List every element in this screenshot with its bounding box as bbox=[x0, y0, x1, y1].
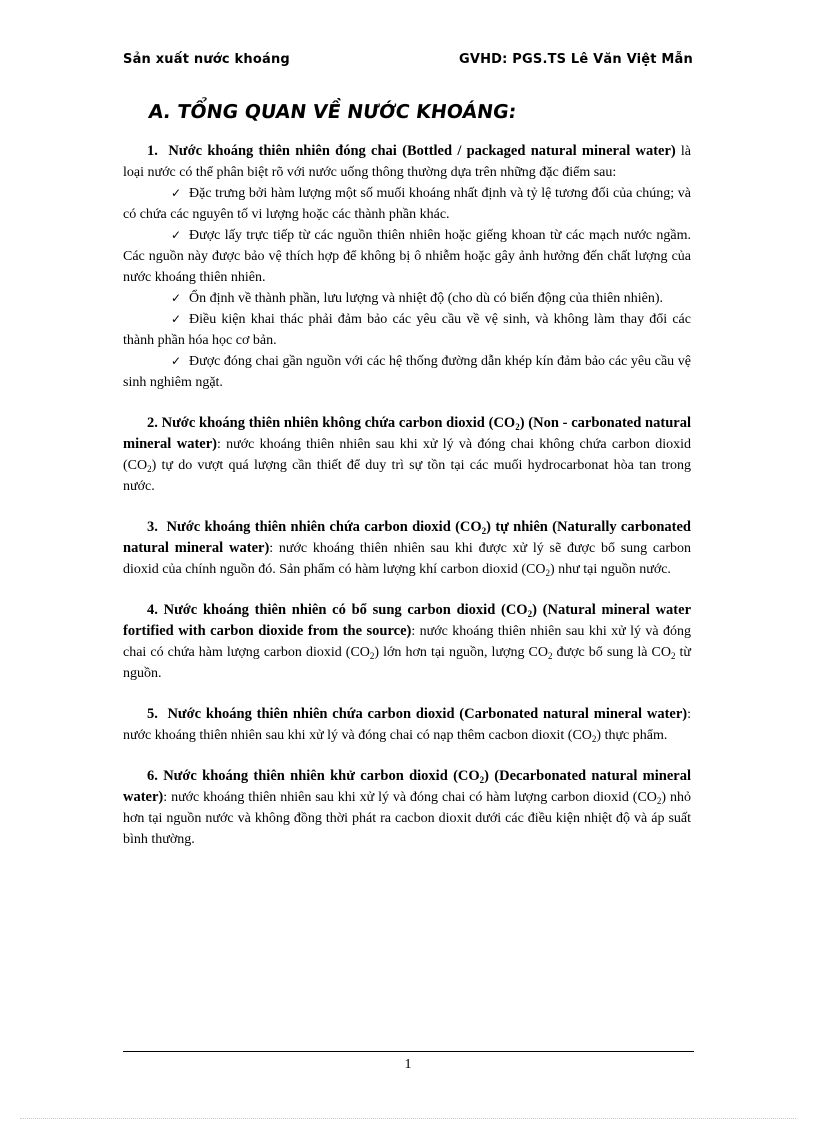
checkmark-icon: ✓ bbox=[171, 228, 182, 242]
paragraph-5: 5. Nước khoáng thiên nhiên chứa carbon dioxid (Carbonated natural mineral water): nước khoáng thiên nhiên sau khi xử lý và đóng chai có nạp thêm cacbon dioxit $(CO_2)$ thực phẩm. bbox=[123, 706, 691, 744]
paragraph-1-text: là loại nước có thể phân biệt rõ với nước uống thông thường dựa trên những đặc điểm sau: bbox=[123, 144, 691, 180]
page-number: 1 bbox=[404, 1057, 412, 1072]
paragraph-3: 3. Nước khoáng thiên nhiên chứa carbon dioxid $(CO_2)$ tự nhiên (Naturally carbonated natural mineral water): nước khoáng thiên nhiên sau khi được xử lý sẽ được bổ sung carbon dioxid của chính nguồn đó. Sản phẩm có hàm lượng khí carbon dioxid $(CO_2)$ như tại nguồn nước. bbox=[123, 519, 692, 578]
bullet-item bbox=[123, 225, 691, 288]
paragraph-4: 4. Nước khoáng thiên nhiên có bổ sung carbon dioxid $(CO_2)$ (Natural mineral water fortified with carbon dioxide from the source): nước khoáng thiên nhiên sau khi xử lý và đóng chai có chứa hàm lượng carbon dioxid $(CO_2)$ lớn hơn tại nguồn, lượng $CO_2$ được bổ sung là $CO_2$ từ nguồn. bbox=[123, 602, 692, 681]
bullet-item bbox=[123, 288, 691, 309]
paragraph-6: 6. Nước khoáng thiên nhiên khử carbon dioxid $(CO_2)$ (Decarbonated natural mineral water): nước khoáng thiên nhiên sau khi xử lý và đóng chai có hàm lượng carbon dioxid $(CO_2)$ nhỏ hơn tại nguồn nước và không đồng thời phát ra cacbon dioxit dưới các điều kiện nhiệt độ và áp suất bình thường. bbox=[123, 768, 691, 847]
paragraph-2-heading: 2. Nước khoáng thiên nhiên không chứa carbon dioxid $(CO_2)$ (Non - carbonated natural mineral water) bbox=[123, 415, 691, 452]
section-title: A. TỔNG QUAN VỀ NƯỚC KHOÁNG: bbox=[147, 101, 518, 123]
paragraph-5-heading: 5. Nước khoáng thiên nhiên chứa carbon dioxid (Carbonated natural mineral water) bbox=[147, 706, 688, 722]
bullet-text: Được đóng chai gần nguồn với các hệ thống đường dẫn khép kín đảm bảo các yêu cầu vệ sinh nghiêm ngặt. bbox=[123, 354, 691, 390]
paragraph-1 bbox=[123, 141, 691, 183]
bullet-text: Ổn định về thành phần, lưu lượng và nhiệt độ (cho dù có biến động của thiên nhiên). bbox=[189, 291, 663, 306]
bullet-text: Đặc trưng bởi hàm lượng một số muối khoáng nhất định và tỷ lệ tương đối của chúng; và có chứa các nguyên tố vi lượng hoặc các thành phần khác. bbox=[123, 186, 691, 222]
checkmark-icon: ✓ bbox=[171, 291, 182, 305]
bullet-item bbox=[123, 309, 691, 351]
paragraph-4-heading: 4. Nước khoáng thiên nhiên có bổ sung carbon dioxid $(CO_2)$ (Natural mineral water fortified with carbon dioxide from the source) bbox=[123, 602, 692, 639]
paragraph-2: 2. Nước khoáng thiên nhiên không chứa carbon dioxid $(CO_2)$ (Non - carbonated natural mineral water): nước khoáng thiên nhiên sau khi xử lý và đóng chai không chứa carbon dioxid $(CO_2)$ tự do vượt quá lượng cần thiết để duy trì sự tồn tại các muối hydrocarbonat hòa tan trong nước. bbox=[123, 415, 691, 494]
paragraph-1-heading: 1. Nước khoáng thiên nhiên đóng chai (Bottled / packaged natural mineral water) bbox=[147, 143, 676, 159]
header-left-text: Sản xuất nước khoáng bbox=[123, 52, 290, 67]
bullet-text: Được lấy trực tiếp từ các nguồn thiên nhiên hoặc giếng khoan từ các mạch nước ngầm. Các nguồn này được bảo vệ thích hợp để không bị ô nhiễm hoặc gây ảnh hưởng đến chất lượng của nước khoáng thiên nhiên. bbox=[123, 228, 691, 285]
paragraph-6-heading: 6. Nước khoáng thiên nhiên khử carbon dioxid $(CO_2)$ (Decarbonated natural mineral water) bbox=[123, 768, 691, 805]
checkmark-icon: ✓ bbox=[171, 186, 182, 200]
bullet-item bbox=[123, 351, 691, 393]
page-edge-dotted-line bbox=[20, 1118, 796, 1119]
bullet-item bbox=[123, 183, 691, 225]
paragraph-3-heading: 3. Nước khoáng thiên nhiên chứa carbon dioxid $(CO_2)$ tự nhiên (Naturally carbonated natural mineral water) bbox=[123, 519, 692, 556]
header-right-text: GVHD: PGS.TS Lê Văn Việt Mẫn bbox=[458, 52, 693, 67]
checkmark-icon: ✓ bbox=[171, 312, 182, 326]
bullet-text: Điều kiện khai thác phải đảm bảo các yêu cầu về vệ sinh, và không làm thay đổi các thành phần hóa học cơ bản. bbox=[123, 312, 691, 348]
footer-divider bbox=[123, 1051, 694, 1052]
checkmark-icon: ✓ bbox=[171, 354, 182, 368]
document-body bbox=[123, 141, 691, 850]
